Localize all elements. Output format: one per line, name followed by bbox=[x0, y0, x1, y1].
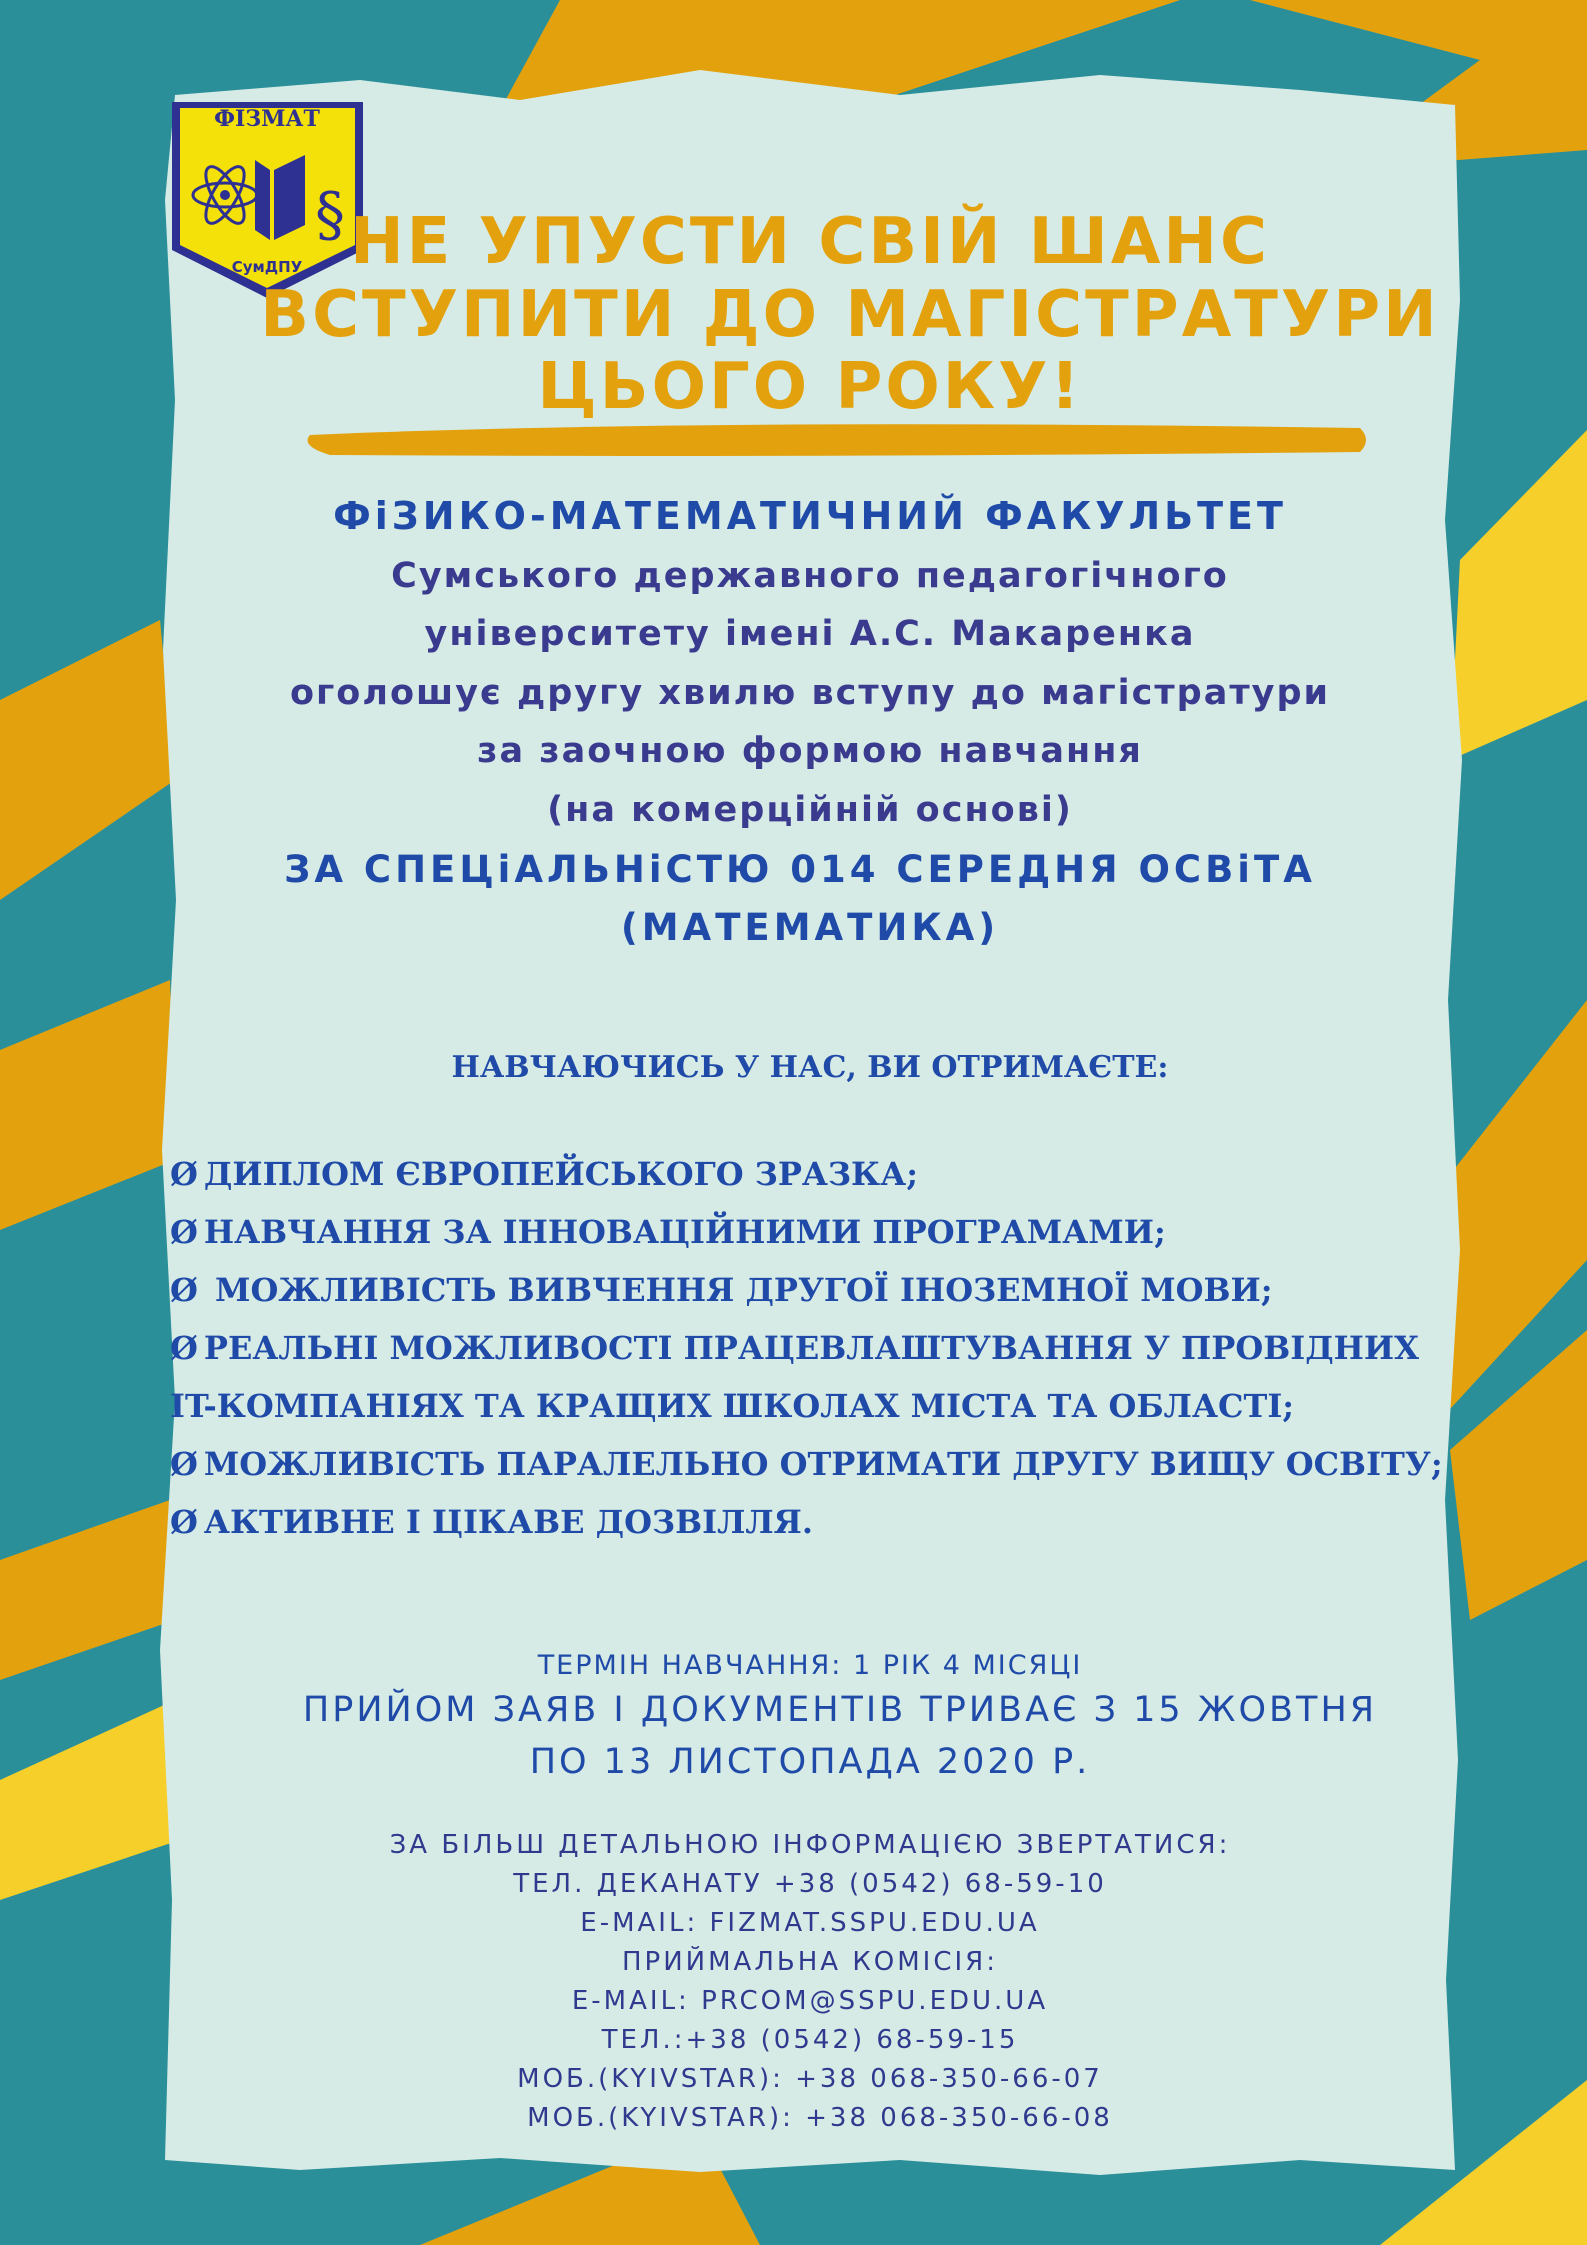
bullet-mark: Ø bbox=[170, 1445, 198, 1483]
contact-line: МОБ.(KYIVSTAR): +38 068-350-66-08 bbox=[527, 2103, 1113, 2133]
contact-line: МОБ.(KYIVSTAR): +38 068-350-66-07 bbox=[517, 2064, 1103, 2094]
benefit-text: ДИПЛОМ ЄВРОПЕЙСЬКОГО ЗРАЗКА; bbox=[203, 1155, 919, 1193]
benefit-item bbox=[170, 1445, 1443, 1483]
bullet-mark: Ø bbox=[170, 1213, 198, 1251]
announcement-line-4: за заочною формою навчання bbox=[477, 731, 1143, 771]
announcement-line-2: університету імені А.С. Макаренка bbox=[424, 614, 1196, 654]
contact-line: E-MAIL: FIZMAT.SSPU.EDU.UA bbox=[580, 1908, 1040, 1938]
bullet-mark: Ø bbox=[170, 1503, 198, 1541]
benefits-title: НАВЧАЮЧИСЬ У НАС, ВИ ОТРИМАЄТЕ: bbox=[451, 1050, 1169, 1085]
logo-top-text: ФІЗМАТ bbox=[214, 106, 320, 132]
benefit-item bbox=[170, 1155, 918, 1193]
benefit-item bbox=[170, 1213, 1166, 1251]
benefit-item bbox=[170, 1329, 1419, 1367]
contact-line: ПРИЙМАЛЬНА КОМІСІЯ: bbox=[621, 1947, 998, 1977]
bullet-mark: Ø bbox=[170, 1329, 198, 1367]
benefit-text: АКТИВНЕ І ЦІКАВЕ ДОЗВІЛЛЯ. bbox=[203, 1503, 814, 1541]
specialty-line-2: (МАТЕМАТИКА) bbox=[620, 906, 1000, 949]
faculty-name: ФіЗИКО-МАТЕМАТИЧНИЙ ФАКУЛЬТЕТ bbox=[333, 494, 1287, 538]
benefit-text: НАВЧАННЯ ЗА ІННОВАЦІЙНИМИ ПРОГРАМАМИ; bbox=[203, 1213, 1166, 1251]
headline-line-2: ВСТУПИТИ ДО МАГІСТРАТУРИ bbox=[260, 278, 1440, 352]
benefit-text: МОЖЛИВІСТЬ ВИВЧЕННЯ ДРУГОЇ ІНОЗЕМНОЇ МОВИ; bbox=[203, 1271, 1273, 1309]
announcement-line-3: оголошує другу хвилю вступу до магістратури bbox=[289, 673, 1331, 713]
contact-line: ТЕЛ. ДЕКАНАТУ +38 (0542) 68-59-10 bbox=[513, 1869, 1107, 1899]
study-term: ТЕРМІН НАВЧАННЯ: 1 РІК 4 МІСЯЦІ bbox=[537, 1650, 1083, 1681]
headline-line-1: НЕ УПУСТИ СВІЙ ШАНС bbox=[350, 205, 1270, 279]
bullet-mark: Ø bbox=[170, 1155, 198, 1193]
headline-line-3: ЦЬОГО РОКУ! bbox=[537, 350, 1083, 424]
svg-text:§: § bbox=[315, 180, 345, 250]
benefit-item bbox=[170, 1271, 1273, 1309]
benefit-item bbox=[170, 1503, 813, 1541]
benefit-continuation: IT-КОМПАНІЯХ ТА КРАЩИХ ШКОЛАХ МІСТА ТА ОБЛАСТІ; bbox=[170, 1387, 1295, 1425]
benefit-text: МОЖЛИВІСТЬ ПАРАЛЕЛЬНО ОТРИМАТИ ДРУГУ ВИЩУ ОСВІТУ; bbox=[203, 1445, 1443, 1483]
announcement-line-5: (на комерційній основі) bbox=[547, 790, 1073, 830]
intake-line-1: ПРИЙОМ ЗАЯВ І ДОКУМЕНТІВ ТРИВАЄ З 15 ЖОВТНЯ bbox=[302, 1690, 1378, 1730]
intake-line-2: ПО 13 ЛИСТОПАДА 2020 Р. bbox=[529, 1742, 1091, 1782]
announcement-line-1: Сумського державного педагогічного bbox=[391, 556, 1229, 596]
logo-bottom-text: СумДПУ bbox=[231, 258, 303, 276]
benefit-text: РЕАЛЬНІ МОЖЛИВОСТІ ПРАЦЕВЛАШТУВАННЯ У ПРОВІДНИХ bbox=[203, 1329, 1419, 1367]
bullet-mark: Ø bbox=[170, 1271, 198, 1309]
contact-line: ЗА БІЛЬШ ДЕТАЛЬНОЮ ІНФОРМАЦІЄЮ ЗВЕРТАТИСЯ: bbox=[389, 1830, 1231, 1860]
contact-line: ТЕЛ.:+38 (0542) 68-59-15 bbox=[601, 2025, 1019, 2055]
specialty-line-1: ЗА СПЕЦіАЛЬНіСТЮ 014 СЕРЕДНЯ ОСВіТА bbox=[284, 848, 1316, 891]
contact-line: E-MAIL: PRCOM@SSPU.EDU.UA bbox=[571, 1986, 1049, 2016]
